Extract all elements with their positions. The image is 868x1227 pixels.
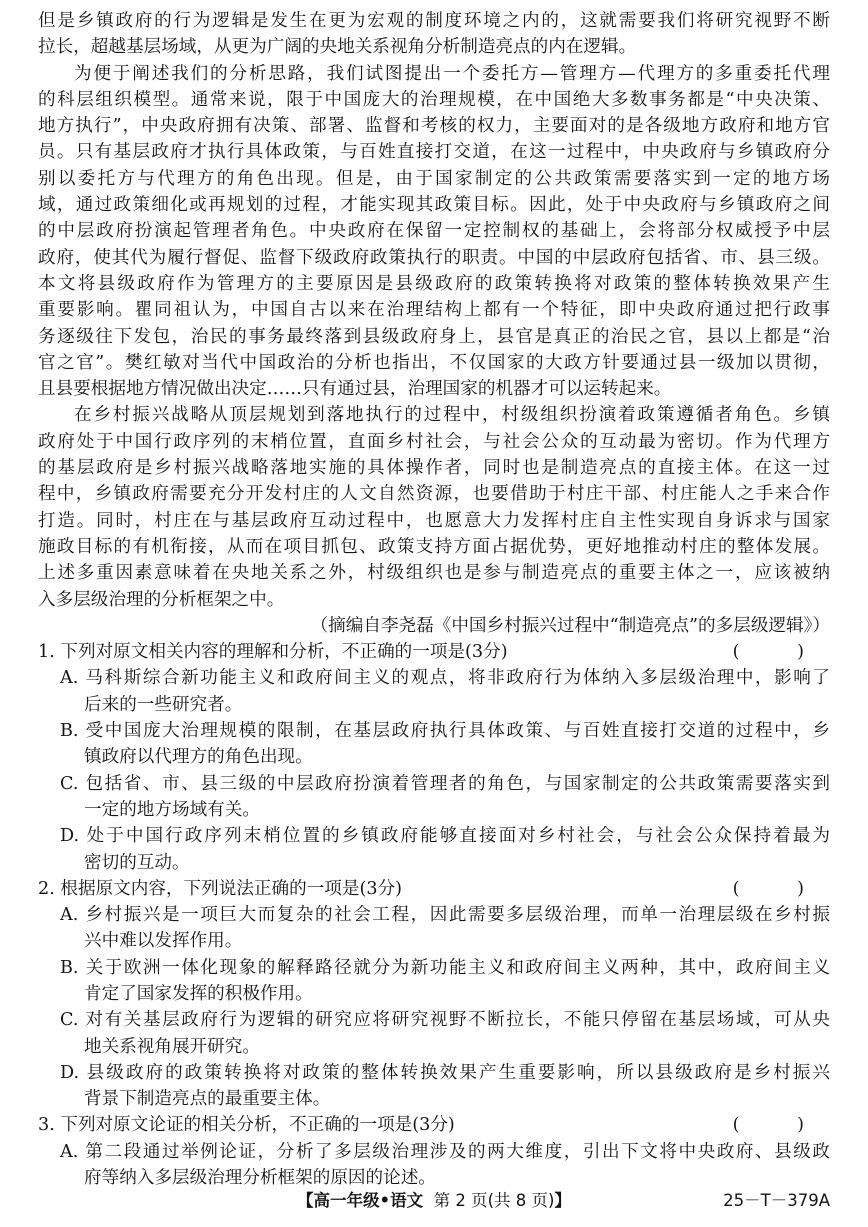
passage-line: 政府处于中国行政序列的末梢位置，直面乡村社会，与社会公众的互动最为密切。作为代理方	[38, 431, 830, 452]
question-stem	[38, 876, 830, 902]
answer-blank[interactable]: ( )	[732, 642, 830, 663]
question-2	[38, 876, 830, 1113]
option-d: D. 县级政府的政策转换将对政策的整体转换效果产生重要影响，所以县级政府是乡村振兴	[60, 1062, 830, 1083]
question-stem	[38, 1112, 830, 1138]
footer-code: 25－T－379A	[723, 1191, 830, 1210]
option-d-cont: 密切的互动。	[84, 852, 190, 873]
option-a-cont: 府等纳入多层级治理分析框架的原因的论述。	[84, 1168, 436, 1189]
option-b: B. 关于欧洲一体化现象的解释路径就分为新功能主义和政府间主义两种，其中，政府间主义	[60, 957, 830, 978]
passage-line: 别以委托方与代理方的角色出现。但是，由于国家制定的公共政策需要落实到一定的地方场	[38, 168, 830, 189]
option-b-cont: 肯定了国家发挥的积极作用。	[84, 983, 313, 1004]
passage-line: 拉长，超越基层场域，从更为广阔的央地关系视角分析制造亮点的内在逻辑。	[38, 37, 637, 58]
question-2-stem: 2. 根据原文内容，下列说法正确的一项是(3分)	[38, 878, 402, 899]
question-stem	[38, 639, 830, 665]
passage-line: 为便于阐述我们的分析思路，我们试图提出一个委托方—管理方—代理方的多重委托代理	[74, 63, 830, 84]
passage-line: 程中，乡镇政府需要充分开发村庄的人文自然资源，也要借助于村庄干部、村庄能人之手来合作	[38, 484, 830, 505]
option-a-cont: 兴中难以发挥作用。	[84, 931, 243, 952]
exam-page	[38, 8, 830, 1191]
footer-dot: •	[379, 1191, 391, 1210]
footer-title	[38, 1186, 830, 1216]
option-b-cont: 镇政府以代理方的角色出现。	[84, 747, 313, 768]
option-c-cont: 地关系视角展开研究。	[84, 1036, 260, 1057]
option-c: C. 对有关基层政府行为逻辑的研究应将研究视野不断拉长，不能只停留在基层场域，可从央	[60, 1010, 830, 1031]
option-a: A. 乡村振兴是一项巨大而复杂的社会工程，因此需要多层级治理，而单一治理层级在乡村振	[60, 905, 830, 926]
passage-line: 入多层级治理的分析框架之中。	[38, 589, 285, 610]
passage-line: 但是乡镇政府的行为逻辑是发生在更为宏观的制度环境之内的，这就需要我们将研究视野不断	[38, 11, 830, 31]
passage-line: 施政目标的有机衔接，从而在项目抓包、政策支持方面占据优势，更好地推动村庄的整体发展。	[38, 536, 830, 557]
footer-left-bracket: 【	[297, 1191, 314, 1210]
passage-line: 且县要根据地方情况做出决定……只有通过县，治理国家的机器才可以运转起来。	[38, 379, 672, 400]
question-1	[38, 639, 830, 876]
option-b: B. 受中国庞大治理规模的限制，在基层政府执行具体政策、与百姓直接打交道的过程中，乡	[60, 721, 830, 742]
option-d: D. 处于中国行政序列末梢位置的乡镇政府能够直接面对乡村社会，与社会公众保持着最为	[60, 826, 830, 847]
passage-line: 务逐级往下发包，治民的事务最终落到县级政府身上，县官是真正的治民之官，县以上都是“治	[38, 326, 830, 347]
passage-line: 官之官”。樊红敏对当代中国政治的分析也指出，不仅国家的大政方针要通过县一级加以贯彻，	[38, 352, 830, 373]
passage-line: 上述多重因素意味着在央地关系之外，村级组织也是参与制造亮点的重要主体之一，应该被纳	[38, 563, 830, 584]
passage-line: 员。只有基层政府才执行具体政策，与百姓直接打交道，在这一过程中，中央政府与乡镇政府分	[38, 142, 830, 163]
passage	[38, 8, 830, 639]
option-c-cont: 一定的地方场域有关。	[84, 799, 260, 820]
answer-blank[interactable]: ( )	[732, 878, 830, 899]
passage-line: 在乡村振兴战略从顶层规划到落地执行的过程中，村级组织扮演着政策遵循者角色。乡镇	[74, 405, 830, 426]
option-c: C. 包括省、市、县三级的中层政府扮演着管理者的角色，与国家制定的公共政策需要落实到	[60, 773, 830, 794]
passage-line: 重要影响。瞿同祖认为，中国自古以来在治理结构上都有一个特征，即中央政府通过把行政事	[38, 300, 830, 321]
footer-subject: 语文	[390, 1191, 424, 1210]
footer-page-info: 第 2 页(共 8 页)	[433, 1191, 555, 1210]
option-a: A. 第二段通过举例论证，分析了多层级治理涉及的两大维度，引出下文将中央政府、县级政	[60, 1141, 830, 1162]
passage-line: 的中层政府扮演起管理者角色。中央政府在保留一定控制权的基础上，会将部分权威授予中层	[38, 221, 830, 242]
option-a: A. 马科斯综合新功能主义和政府间主义的观点，将非政府行为体纳入多层级治理中，影响了	[60, 668, 830, 689]
question-3-stem: 3. 下列对原文论证的相关分析，不正确的一项是(3分)	[38, 1115, 455, 1136]
passage-line: 的科层组织模型。通常来说，限于中国庞大的治理规模，在中国绝大多数事务都是“中央决策、	[38, 89, 830, 110]
passage-line: 地方执行”，中央政府拥有决策、部署、监督和考核的权力，主要面对的是各级地方政府和地方官	[38, 116, 830, 137]
passage-line: 本文将县级政府作为管理方的主要原因是县级政府的政策转换将对政策的整体转换效果产生	[38, 273, 830, 294]
passage-line: 打造。同时，村庄在与基层政府互动过程中，也愿意大力发挥村庄自主性实现自身诉求与国家	[38, 510, 830, 531]
passage-line: 域，通过政策细化或再规划的过程，才能实现其政策目标。因此，处于中央政府与乡镇政府之间	[38, 195, 830, 216]
answer-blank[interactable]: ( )	[732, 1115, 830, 1136]
question-1-stem: 1. 下列对原文相关内容的理解和分析，不正确的一项是(3分)	[38, 642, 508, 663]
source-citation: （摘编自李尧磊《中国乡村振兴过程中“制造亮点”的多层级逻辑》）	[310, 615, 830, 636]
page-footer	[38, 1186, 830, 1216]
footer-right-bracket: 】	[554, 1191, 571, 1210]
question-3	[38, 1112, 830, 1191]
option-d-cont: 背景下制造亮点的最重要主体。	[84, 1089, 331, 1110]
passage-line: 的基层政府是乡村振兴战略落地实施的具体操作者，同时也是制造亮点的直接主体。在这一过	[38, 458, 830, 479]
footer-grade: 高一年级	[313, 1191, 380, 1210]
option-a-cont: 后来的一些研究者。	[84, 694, 243, 715]
passage-line: 政府，使其代为履行督促、监督下级政府政策执行的职责。中国的中层政府包括省、市、县三级。	[38, 247, 830, 268]
